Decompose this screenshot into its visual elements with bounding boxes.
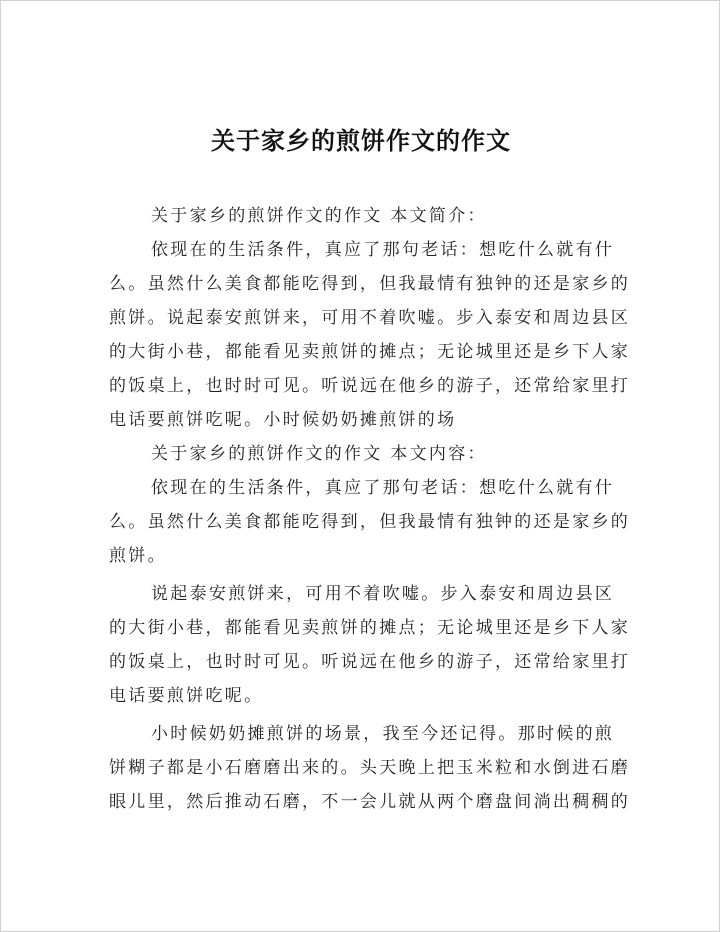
document-title: 关于家乡的煎饼作文的作文 — [211, 127, 511, 155]
text-line: 的大街小巷，都能看见卖煎饼的摊点；无论城里还是乡下人家 — [109, 618, 631, 638]
text-line: 眼儿里，然后推动石磨，不一会儿就从两个磨盘间淌出稠稠的 — [109, 792, 631, 812]
text-line: 电话要煎饼吃呢。 — [109, 686, 264, 706]
text-line: 小时候奶奶摊煎饼的场景，我至今还记得。那时候的煎 — [151, 724, 615, 744]
text-line: 的大街小巷，都能看见卖煎饼的摊点；无论城里还是乡下人家 — [109, 342, 631, 362]
paragraph — [109, 199, 619, 233]
text-line: 煎饼。说起泰安煎饼来，可用不着吹嘘。步入泰安和周边县区 — [109, 308, 631, 328]
text-line: 么。虽然什么美食都能吃得到，但我最情有独钟的还是家乡的 — [109, 512, 631, 532]
text-line: 么。虽然什么美食都能吃得到，但我最情有独钟的还是家乡的 — [109, 274, 631, 294]
text-line: 的饭桌上，也时时可见。听说远在他乡的游子，还常给家里打 — [109, 376, 631, 396]
text-line: 煎饼。 — [109, 546, 167, 566]
text-line: 电话要煎饼吃呢。小时候奶奶摊煎饼的场 — [109, 410, 457, 430]
text-line: 饼糊子都是小石磨磨出来的。头天晚上把玉米粒和水倒进石磨 — [109, 758, 631, 778]
text-line: 关于家乡的煎饼作文的作文 本文简介： — [151, 206, 487, 226]
paragraph — [109, 577, 631, 713]
paragraph — [109, 233, 631, 437]
text-line: 关于家乡的煎饼作文的作文 本文内容： — [151, 444, 487, 464]
paragraph — [109, 437, 619, 471]
text-line: 的饭桌上，也时时可见。听说远在他乡的游子，还常给家里打 — [109, 652, 631, 672]
text-line: 依现在的生活条件，真应了那句老话：想吃什么就有什 — [151, 478, 615, 498]
document-body — [109, 199, 631, 819]
paragraph — [109, 471, 631, 573]
paragraph — [109, 717, 631, 819]
text-line: 依现在的生活条件，真应了那句老话：想吃什么就有什 — [151, 240, 615, 260]
text-line: 说起泰安煎饼来，可用不着吹嘘。步入泰安和周边县区 — [151, 584, 615, 604]
